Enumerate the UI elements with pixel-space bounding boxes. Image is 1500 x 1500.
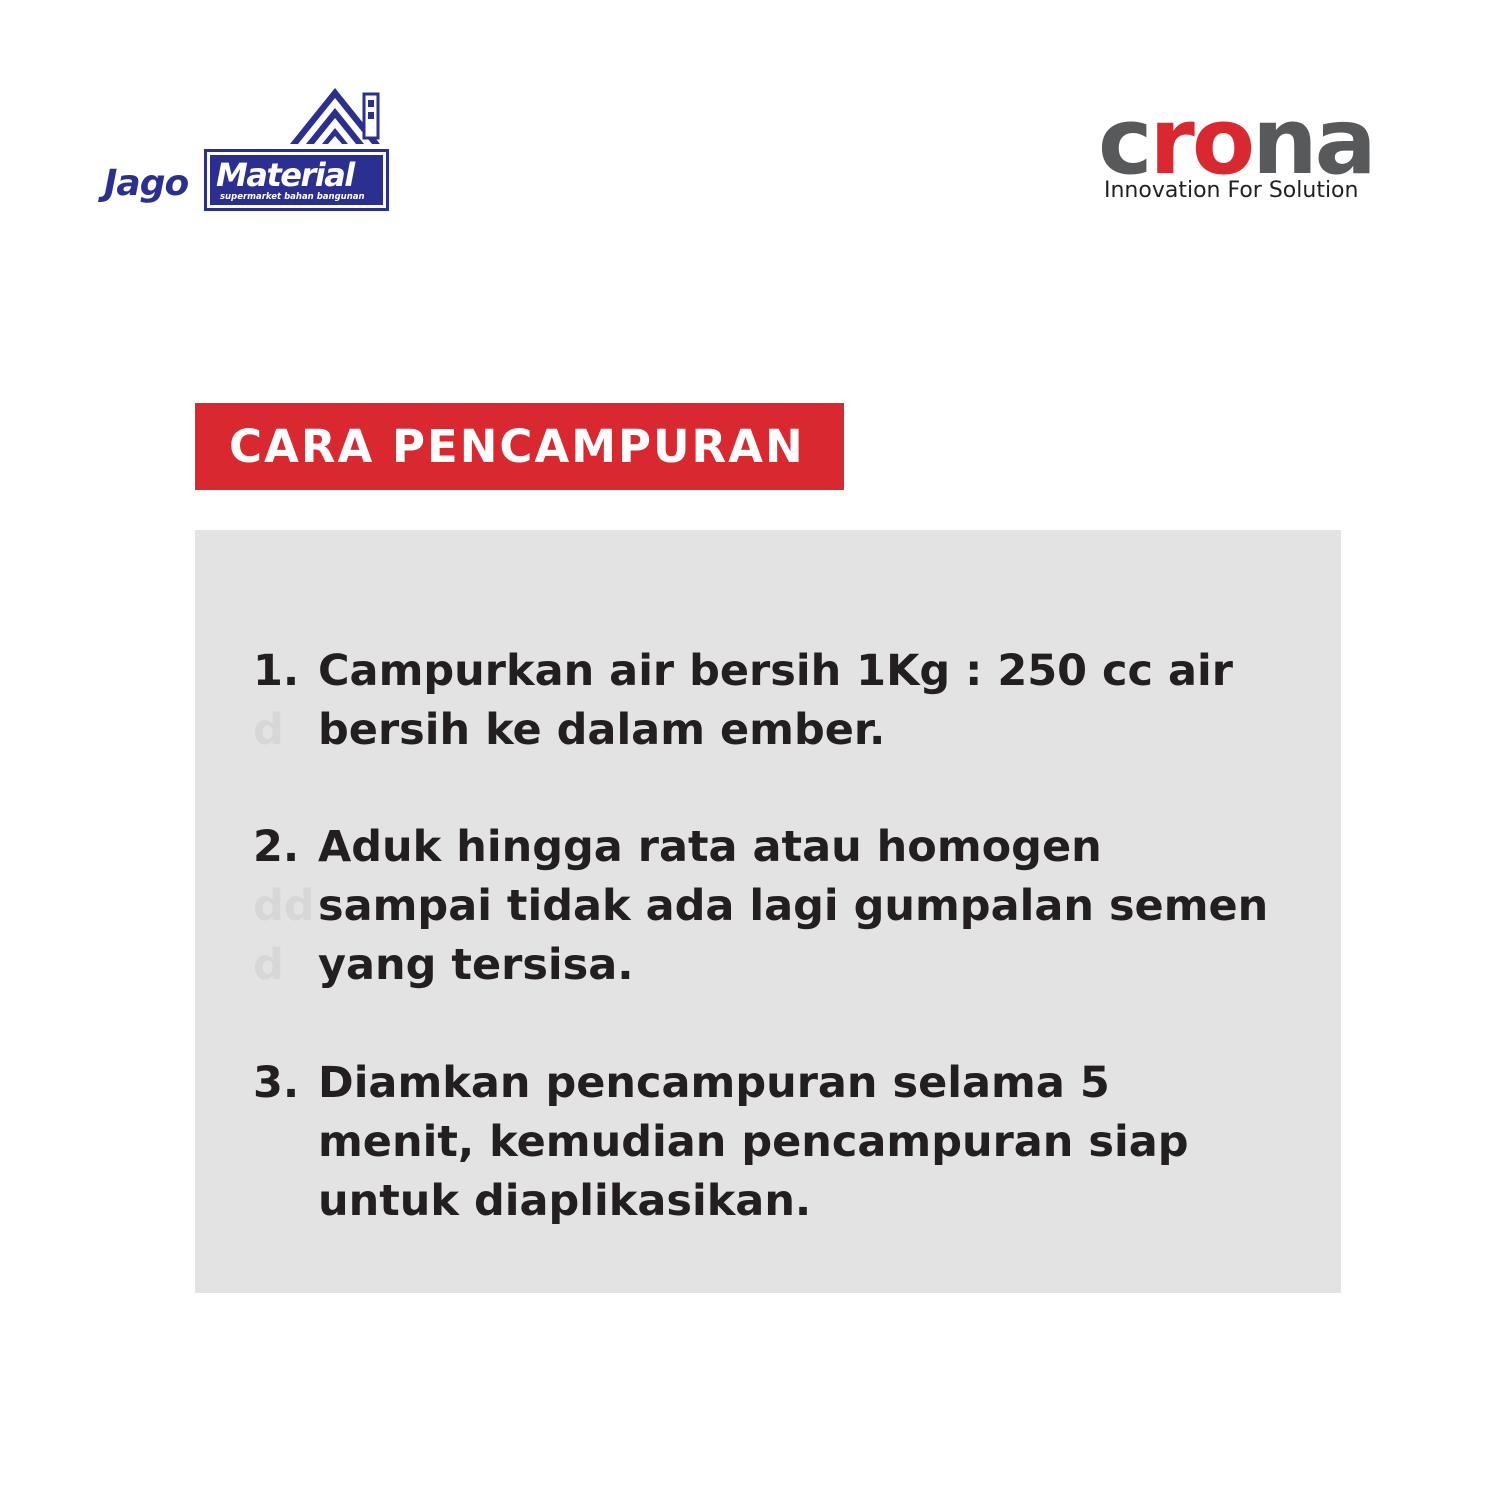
crona-logo	[1098, 88, 1398, 216]
step-line: yang tersisa.	[318, 940, 634, 990]
material-wordmark: Material	[216, 156, 354, 194]
house-roof-icon	[280, 86, 390, 152]
step-number: 1.	[253, 646, 300, 696]
ghost-mark: d	[253, 940, 284, 990]
crona-letters-grey-2: na	[1252, 88, 1374, 195]
step-number: 2.	[253, 822, 300, 872]
step-text	[318, 642, 1303, 760]
material-box-fill	[210, 155, 383, 205]
steps-panel	[195, 530, 1341, 1293]
heading-banner	[195, 403, 844, 490]
crona-tagline: Innovation For Solution	[1104, 178, 1359, 203]
step-line: sampai tidak ada lagi gumpalan semen	[318, 881, 1269, 931]
heading-title: CARA PENCAMPURAN	[229, 420, 805, 473]
material-box	[204, 149, 389, 211]
jago-wordmark: Jago	[104, 163, 189, 204]
step-line: bersih ke dalam ember.	[318, 705, 886, 755]
step-text	[318, 1054, 1303, 1231]
step-line: Diamkan pencampuran selama 5	[318, 1058, 1110, 1108]
ghost-mark: dd	[253, 881, 315, 931]
crona-letters-red: ro	[1149, 88, 1253, 195]
step-line: Campurkan air bersih 1Kg : 250 cc air	[318, 646, 1233, 696]
jago-material-tagline: supermarket bahan bangunan	[220, 192, 365, 202]
step-line: untuk diaplikasikan.	[318, 1176, 812, 1226]
step-line: Aduk hingga rata atau homogen	[318, 822, 1102, 872]
jago-material-logo	[104, 86, 396, 218]
step-number: 3.	[253, 1058, 300, 1108]
ghost-mark: d	[253, 705, 284, 755]
step-text	[318, 818, 1303, 995]
crona-letters-grey-1: c	[1098, 88, 1150, 195]
step-line: menit, kemudian pencampuran siap	[318, 1117, 1189, 1167]
